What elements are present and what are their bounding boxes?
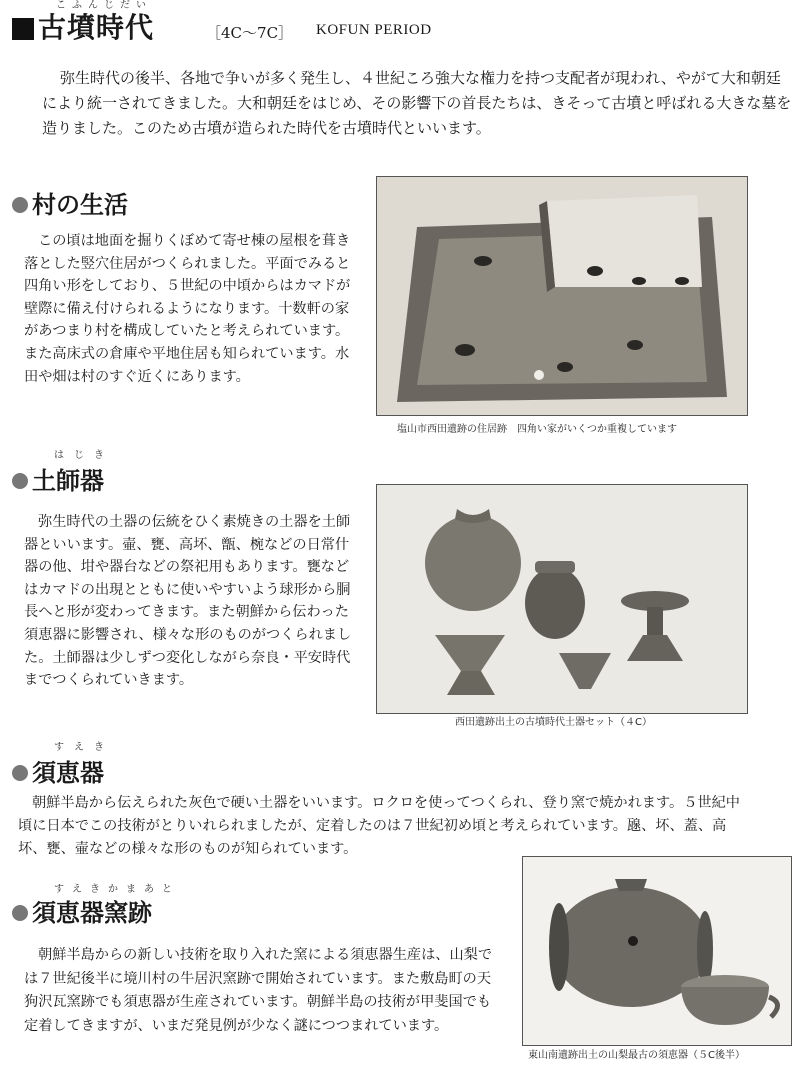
kiln-ruby: すえきかまあと	[54, 884, 180, 895]
sueki-text: 朝鮮半島から伝えられた灰色で硬い土器をいいます。ロクロを使ってつくられ、登り窯で焼かれます。５世紀中頃に日本でこの技術がとりいれられましたが、定着したのは７世紀初め頃と考えられています。𤭯、坏、蓋、高坏、甕、壷などの様々な形のものが知られています。	[18, 795, 740, 857]
village-text: この頃は地面を掘りくぼめて寄せ棟の屋根を葺き落とした竪穴住居がつくられました。平面でみると四角い形をしており、５世紀の中頃からはカマドが壁際に備え付けられるようになります。十数軒の家があつまり村を構成していたと考えられています。また高床式の倉庫や平地住居も知られています。水田や畑は村のすぐ近くにあります。	[24, 233, 351, 385]
bullet-circle-icon	[12, 473, 28, 489]
bullet-circle-icon	[12, 765, 28, 781]
hajiki-pottery-photo	[376, 484, 748, 714]
section-title-hajiki: 土師器	[32, 467, 104, 495]
dwelling-site-photo	[376, 176, 748, 416]
bullet-circle-icon	[12, 197, 28, 213]
sueki-vessel-photo	[522, 856, 792, 1046]
english-title: KOFUN PERIOD	[316, 22, 432, 38]
period-range: ［4C〜7C］	[206, 24, 294, 42]
section-heading-village	[12, 190, 128, 220]
section-title-sueki: 須恵器	[32, 759, 104, 787]
kiln-text: 朝鮮半島からの新しい技術を取り入れた窯による須恵器生産は、山梨では７世紀後半に境川村の牛居沢窯跡で開始されています。また敷島町の天狗沢瓦窯跡でも須恵器が生産されています。朝鮮半島の技術が甲斐国でも定着してきますが、いまだ発見例が少なく謎につつまれています。	[24, 947, 493, 1034]
sueki-caption: 東山南遺跡出土の山梨最古の須恵器（５C後半）	[528, 1050, 745, 1061]
intro-paragraph: 弥生時代の後半、各地で争いが多く発生し、４世紀ころ強大な権力を持つ支配者が現われ、やがて大和朝廷により統一されてきました。大和朝廷をはじめ、その影響下の首長たちは、きそって古墳と呼ばれる大きな墓を造りました。このため古墳が造られた時代を古墳時代といいます。	[42, 69, 792, 137]
hajiki-caption: 西田遺跡出土の古墳時代土器セット（４C）	[455, 717, 652, 728]
hajiki-text: 弥生時代の土器の伝統をひく素焼きの土器を土師器といいます。壷、甕、高坏、甑、椀などの日常什器の他、坩や器台などの祭祀用もあります。甕などはカマドの出現とともに使いやすいよう球形から胴長へと形が変わってきます。また朝鮮から伝わった須恵器に影響され、様々な形のものがつくられました。土師器は少しずつ変化しながら奈良・平安時代までつくられていきます。	[24, 514, 352, 689]
section-heading-hajiki	[12, 466, 104, 496]
section-heading-kiln	[12, 898, 152, 928]
section-title-village: 村の生活	[32, 191, 128, 219]
header-square-bullet	[12, 18, 34, 40]
header-ruby: こふんじだい	[56, 0, 152, 11]
hajiki-ruby: はじき	[54, 450, 114, 461]
sueki-ruby: すえき	[54, 742, 114, 753]
section-heading-sueki	[12, 758, 104, 788]
dwelling-caption: 塩山市西田遺跡の住居跡 四角い家がいくつか重複しています	[397, 424, 677, 435]
section-title-kiln: 須恵器窯跡	[32, 899, 152, 927]
bullet-circle-icon	[12, 905, 28, 921]
page-title: 古墳時代	[38, 11, 155, 44]
